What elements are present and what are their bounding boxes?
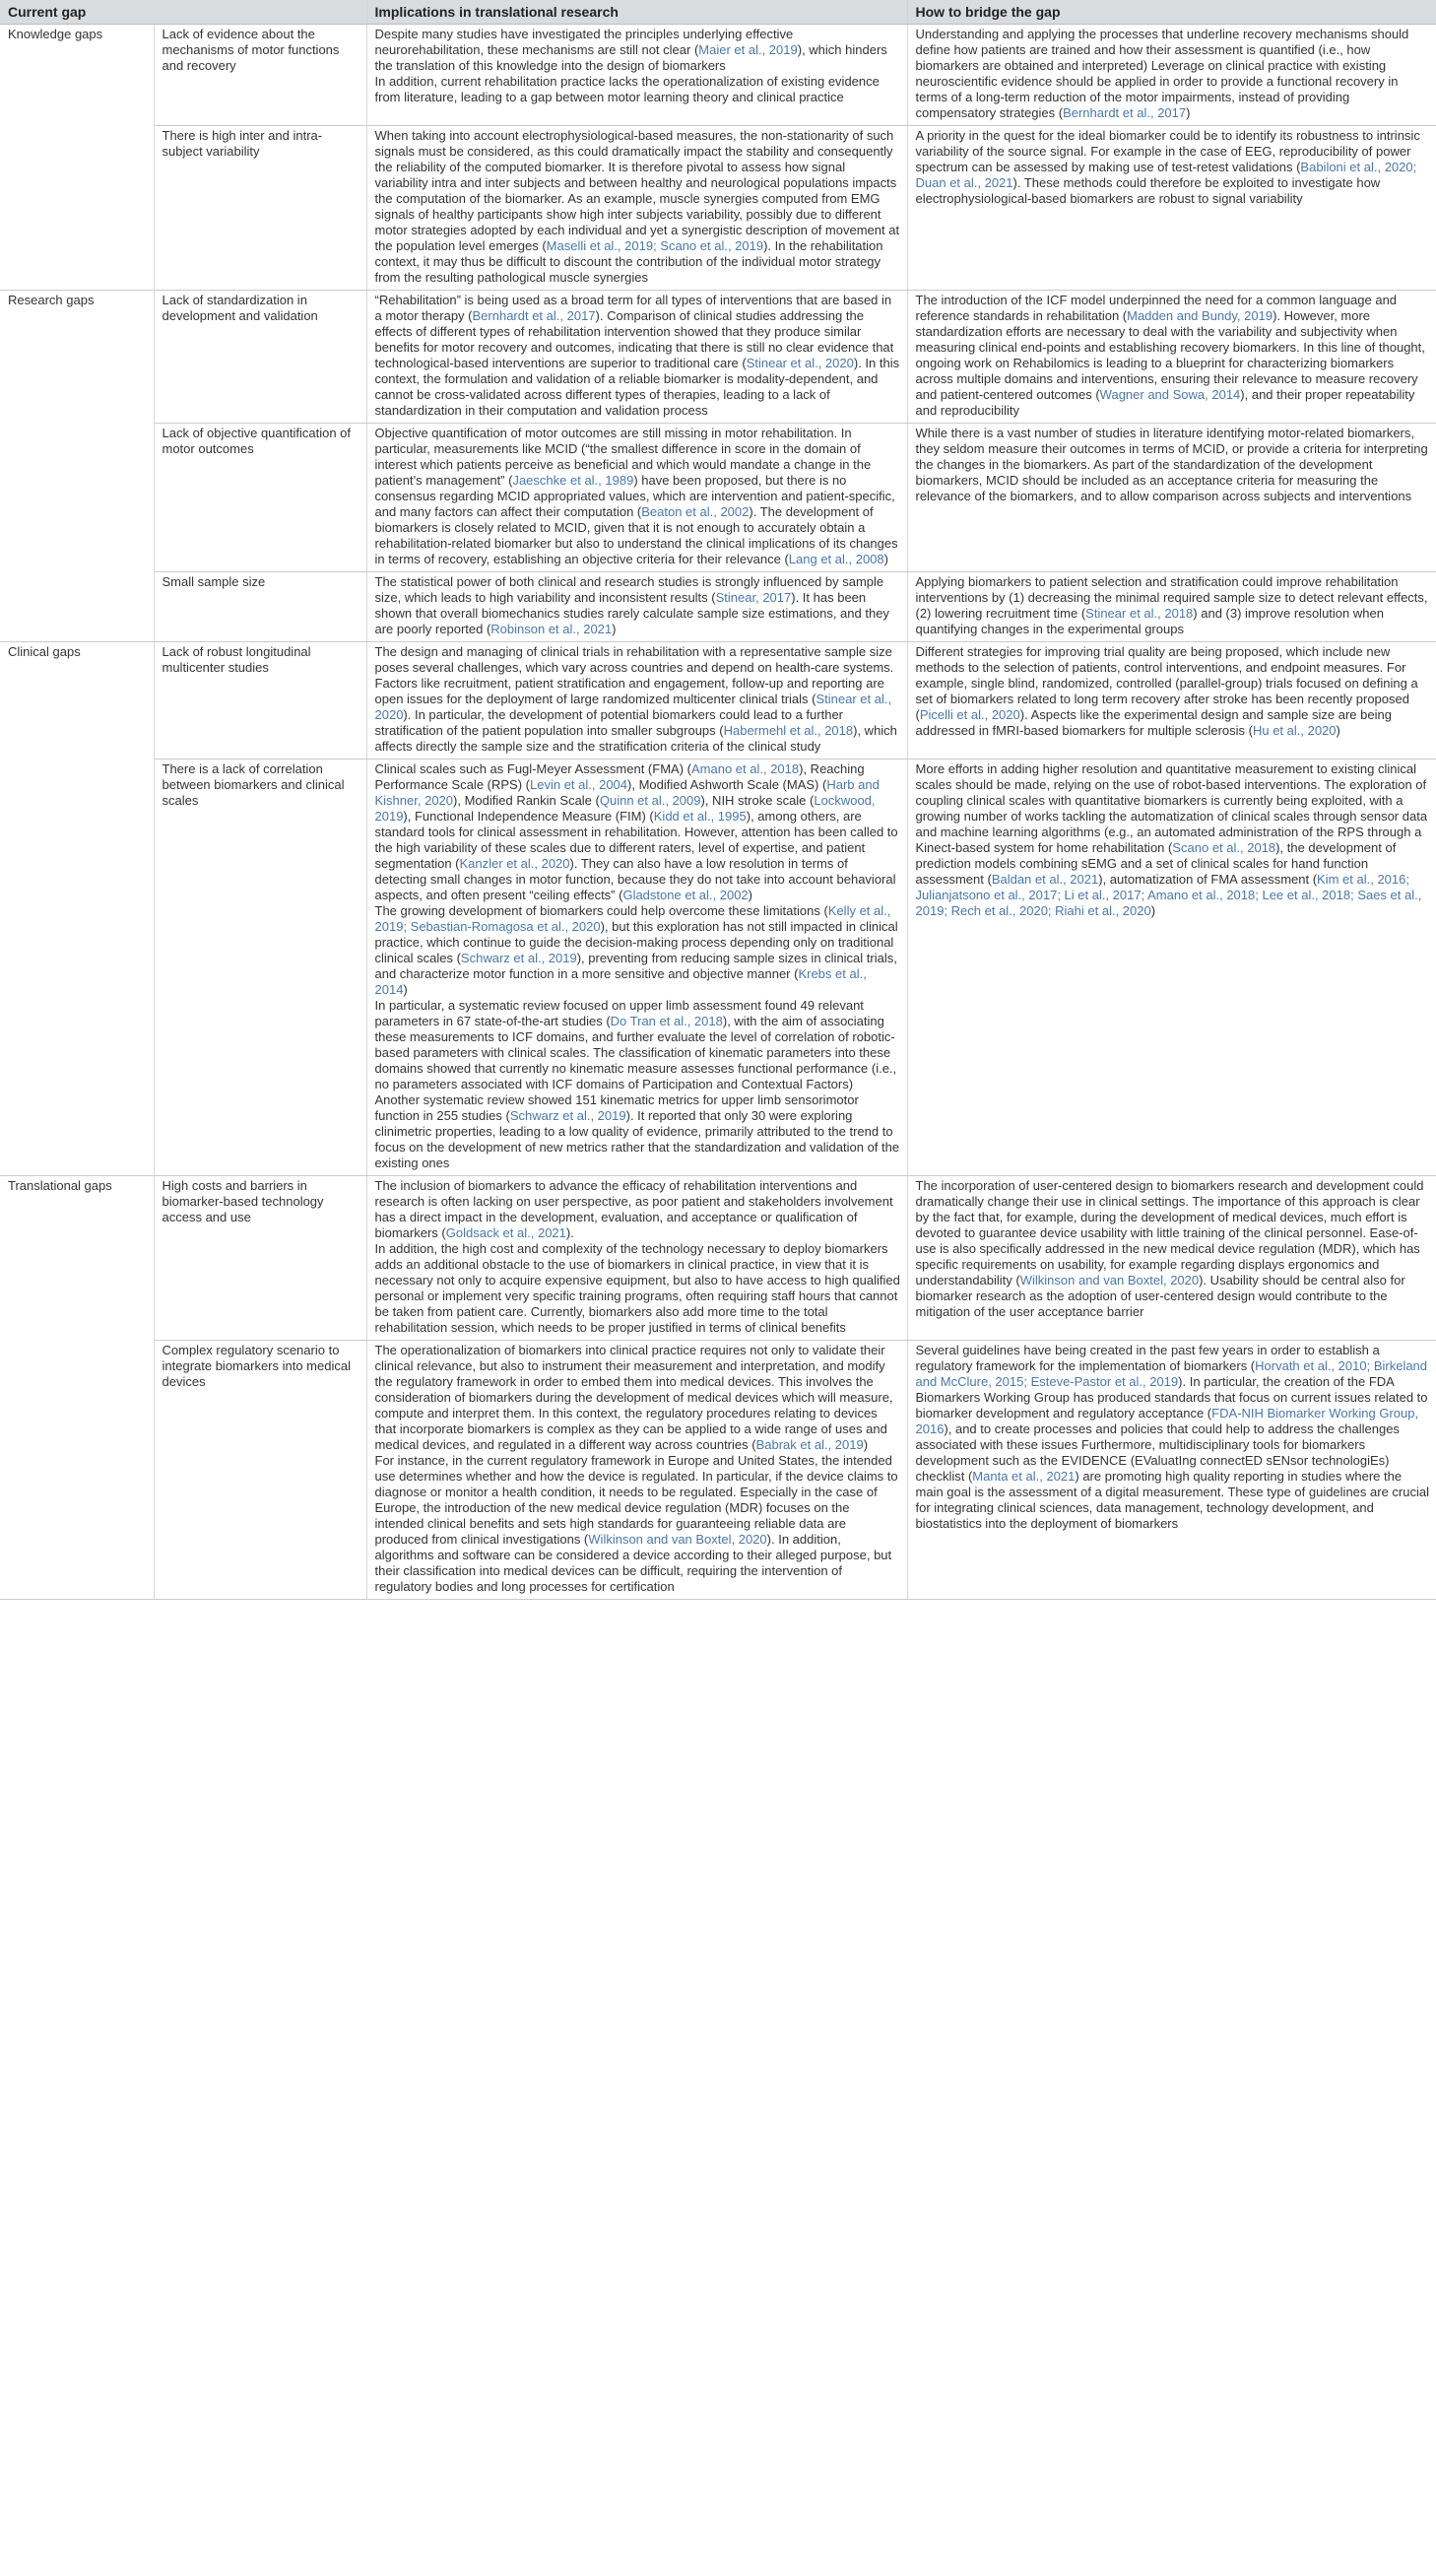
citation-link[interactable]: Manta et al., 2021 bbox=[972, 1469, 1076, 1484]
bridge-paragraph: A priority in the quest for the ideal biomarker could be to identify its robustness to intrinsic variability of the source signal. For example in the case of EEG, reproducibility of power spectrum can be assessed by making use of test-retest validations (Babiloni et al., 2020; Duan et al., 2021). These methods could therefore be exploited to investigate how electrophysiological-based biomarkers are robust to signal variability bbox=[915, 128, 1420, 206]
gap-category: Knowledge gaps bbox=[0, 25, 154, 126]
bridge-paragraph: The incorporation of user-centered design to biomarkers research and development could dramatically change their use in clinical settings. The importance of this approach is clear by the fact that, for example, during the development of medical devices, much effort is devoted to guarantee device usability with little training of the clinical personnel. Ease-of-use is also specifically addressed in the new medical device regulation (MDR), which has specific requirements on usability, for example regarding displays ergonomics and understandability (Wilkinson and van Boxtel, 2020). Usability should be central also for biomarker research as the adoption of user-centered design would contribute to the mitigation of the user acceptance barrier bbox=[915, 1178, 1424, 1319]
header-current-gap: Current gap bbox=[0, 0, 366, 25]
implications-paragraph: The inclusion of biomarkers to advance the efficacy of rehabilitation interventions and research is often lacking on user perspective, as poor patient and stakeholders involvement has a direct impact in the development, evaluation, and acceptance or qualification of biomarkers (Goldsack et al., 2021). bbox=[374, 1178, 893, 1240]
bridge-cell bbox=[907, 1176, 1436, 1341]
gap-label: Lack of robust longitudinal multicenter studies bbox=[154, 642, 366, 760]
implications-cell bbox=[366, 291, 907, 424]
citation-link[interactable]: Wagner and Sowa, 2014 bbox=[1099, 387, 1241, 402]
implications-paragraph: When taking into account electrophysiological-based measures, the non-stationarity of such signals must be considered, as this could dramatically impact the stability and consequently the reliability of the computed biomarker. It is therefore pivotal to assess how signal variability intra and inter subjects and between healthy and neurological populations impacts the computation of the biomarker. As an example, muscle synergies computed from EMG signals of healthy participants show high inter subjects variability, possibly due to different motor strategies adopted by each individual and yet a synergistic description of movement at the population level emerges (Maselli et al., 2019; Scano et al., 2019). In the rehabilitation context, it may thus be difficult to discount the contribution of the individual motor strategy from the resulting pathological muscle synergies bbox=[374, 128, 900, 285]
citation-link[interactable]: Levin et al., 2004 bbox=[530, 777, 628, 792]
implications-cell bbox=[366, 760, 907, 1176]
gap-category: Translational gaps bbox=[0, 1176, 154, 1341]
header-implications: Implications in translational research bbox=[366, 0, 907, 25]
implications-paragraph: In particular, a systematic review focused on upper limb assessment found 49 relevant parameters in 67 state-of-the-art studies (Do Tran et al., 2018), with the aim of associating these measurements to ICF domains, and further evaluate the level of correlation of robotic-based parameters with clinical scales. The classification of kinematic parameters into these domains showed that currently no kinematic measure assesses functional performance (i.e., no parameters associated with ICF domains of Participation and Contextual Factors) bbox=[374, 998, 897, 1091]
citation-link[interactable]: Madden and Bundy, 2019 bbox=[1127, 308, 1273, 323]
citation-link[interactable]: Hu et al., 2020 bbox=[1252, 723, 1337, 738]
citation-link[interactable]: Maselli et al., 2019; Scano et al., 2019 bbox=[546, 238, 764, 253]
gap-category bbox=[0, 1341, 154, 1600]
bridge-cell bbox=[907, 760, 1436, 1176]
citation-link[interactable]: Stinear, 2017 bbox=[715, 590, 792, 605]
citation-link[interactable]: Bernhardt et al., 2017 bbox=[1063, 105, 1187, 120]
gap-label: Small sample size bbox=[154, 572, 366, 642]
bridge-cell bbox=[907, 126, 1436, 291]
implications-paragraph: In addition, current rehabilitation practice lacks the operationalization of existing evidence from literature, leading to a gap between motor learning theory and clinical practice bbox=[374, 74, 880, 104]
citation-link[interactable]: Stinear et al., 2020 bbox=[746, 356, 854, 370]
table-row bbox=[0, 1341, 1436, 1600]
citation-link[interactable]: Gladstone et al., 2002 bbox=[622, 888, 749, 902]
citation-link[interactable]: Amano et al., 2018 bbox=[690, 761, 800, 776]
citation-link[interactable]: Babrak et al., 2019 bbox=[755, 1437, 864, 1452]
bridge-paragraph: Several guidelines have being created in the past few years in order to establish a regulatory framework for the implementation of biomarkers (Horvath et al., 2010; Birkeland and McClure, 2015; Esteve-Pastor et al., 2019). In particular, the creation of the FDA Biomarkers Working Group has produced standards that focus on current issues related to biomarker development and regulatory acceptance (FDA-NIH Biomarker Working Group, 2016), and to create processes and policies that could help to address the challenges associated with these issues Furthermore, multidisciplinary tools for biomarkers development such as the EVIDENCE (EValuatIng connectED sENsor technologiEs) checklist (Manta et al., 2021) are promoting high quality reporting in studies where the main goal is the assessment of a digital measurement. These type of guidelines are crucial for integrating clinical sciences, data management, technology development, and biostatistics into the deployment of biomarkers bbox=[915, 1343, 1429, 1531]
citation-link[interactable]: Wilkinson and van Boxtel, 2020 bbox=[1019, 1273, 1200, 1288]
implications-cell bbox=[366, 572, 907, 642]
citation-link[interactable]: Lockwood, 2019 bbox=[374, 793, 876, 824]
gap-category: Clinical gaps bbox=[0, 642, 154, 760]
citation-link[interactable]: Do Tran et al., 2018 bbox=[610, 1014, 723, 1028]
table-row bbox=[0, 424, 1436, 572]
citation-link[interactable]: Kidd et al., 1995 bbox=[653, 809, 747, 824]
table-body bbox=[0, 25, 1436, 1600]
citation-link[interactable]: Kim et al., 2016; Julianjatsono et al., 2017; Li et al., 2017; Amano et al., 2018; Lee et al., 2018; Saes et al., 2019; Rech et al., 2020; Riahi et al., 2020 bbox=[915, 872, 1422, 918]
gap-label: Complex regulatory scenario to integrate biomarkers into medical devices bbox=[154, 1341, 366, 1600]
citation-link[interactable]: Kanzler et al., 2020 bbox=[459, 856, 570, 871]
gap-label: Lack of standardization in development and validation bbox=[154, 291, 366, 424]
gap-category bbox=[0, 424, 154, 572]
gap-label: There is high inter and intra-subject variability bbox=[154, 126, 366, 291]
bridge-cell bbox=[907, 25, 1436, 126]
implications-cell bbox=[366, 126, 907, 291]
citation-link[interactable]: Stinear et al., 2020 bbox=[374, 692, 892, 722]
citation-link[interactable]: Schwarz et al., 2019 bbox=[460, 951, 577, 965]
gap-category bbox=[0, 126, 154, 291]
citation-link[interactable]: Bernhardt et al., 2017 bbox=[472, 308, 596, 323]
citation-link[interactable]: Jaeschke et al., 1989 bbox=[512, 473, 634, 488]
citation-link[interactable]: Schwarz et al., 2019 bbox=[509, 1108, 626, 1123]
table-row bbox=[0, 760, 1436, 1176]
citation-link[interactable]: Beaton et al., 2002 bbox=[641, 504, 750, 519]
citation-link[interactable]: Harb and Kishner, 2020 bbox=[374, 777, 880, 808]
table-row bbox=[0, 642, 1436, 760]
citation-link[interactable]: Quinn et al., 2009 bbox=[599, 793, 701, 808]
bridge-paragraph: The introduction of the ICF model underpinned the need for a common language and reference standards in rehabilitation (Madden and Bundy, 2019). However, more standardization efforts are necessary to deal with the variability and subjectivity when measuring clinical end-points and establishing recovery biomarkers. In this line of thought, ongoing work on Rehabilomics is leading to a blueprint for characterizing biomarkers across multiple domains and interventions, ensuring their relevance to measure recovery and patient-centered outcomes (Wagner and Sowa, 2014), and their proper repeatability and reproducibility bbox=[915, 293, 1425, 418]
gap-label: Lack of objective quantification of motor outcomes bbox=[154, 424, 366, 572]
implications-paragraph: The operationalization of biomarkers into clinical practice requires not only to validate their clinical relevance, but also to instrument their measurement and interpretation, and modify the regulatory framework in order to embed them into medical devices. This involves the consideration of biomarkers during the development of medical devices which will measure, compute and interpret them. In this context, the regulatory procedures relating to devices that incorporate biomarkers is complex as they can be applied to a wide range of uses and medical devices, and regulated in a different way across countries (Babrak et al., 2019) bbox=[374, 1343, 893, 1452]
implications-paragraph: Objective quantification of motor outcomes are still missing in motor rehabilitation. In particular, measurements like MCID (“the smallest difference in score in the domain of interest which patients perceive as beneficial and which would mandate a change in the patient’s management” (Jaeschke et al., 1989) have been proposed, but there is no consensus regarding MCID appropriated values, which are intervention and patient-specific, and many factors can affect their computation (Beaton et al., 2002). The development of biomarkers is closely related to MCID, given that it is not enough to accurately obtain a rehabilitation-related biomarker but also to understand the clinical implications of its changes in terms of recovery, establishing an objective criteria for their relevance (Lang et al., 2008) bbox=[374, 426, 898, 566]
citation-link[interactable]: Goldsack et al., 2021 bbox=[445, 1225, 566, 1240]
citation-link[interactable]: Lang et al., 2008 bbox=[788, 552, 884, 566]
citation-link[interactable]: Horvath et al., 2010; Birkeland and McClure, 2015; Esteve-Pastor et al., 2019 bbox=[915, 1358, 1428, 1389]
bridge-cell bbox=[907, 572, 1436, 642]
table-row bbox=[0, 1176, 1436, 1341]
bridge-cell bbox=[907, 424, 1436, 572]
bridge-paragraph: More efforts in adding higher resolution and quantitative measurement to existing clinical scales should be made, relying on the use of robot-based interventions. The exploration of coupling clinical scales with quantitative biomarkers is currently being exploited, with a growing number of works tackling the automatization of clinical scales through sensor data and machine learning algorithms (e.g., an automated administration of the RPS through a Kinect-based system for home rehabilitation (Scano et al., 2018), the development of prediction models combining sEMG and a set of clinical scales for hand function assessment (Baldan et al., 2021), automatization of FMA assessment (Kim et al., 2016; Julianjatsono et al., 2017; Li et al., 2017; Amano et al., 2018; Lee et al., 2018; Saes et al., 2019; Rech et al., 2020; Riahi et al., 2020) bbox=[915, 761, 1428, 918]
citation-link[interactable]: Baldan et al., 2021 bbox=[991, 872, 1099, 887]
implications-paragraph: The design and managing of clinical trials in rehabilitation with a representative sample size poses several challenges, which vary across countries and depend on health-care systems. Factors like recruitment, patient stratification and engagement, follow-up and reporting are open issues for the deployment of large randomized multicenter clinical trials (Stinear et al., 2020). In particular, the development of potential biomarkers could lead to a further stratification of the patient population into smaller subgroups (Habermehl et al., 2018), which affects directly the sample size and the stratification criteria of the clinical study bbox=[374, 644, 897, 754]
citation-link[interactable]: FDA-NIH Biomarker Working Group, 2016 bbox=[915, 1406, 1419, 1436]
citation-link[interactable]: Babiloni et al., 2020; Duan et al., 2021 bbox=[915, 160, 1417, 190]
citation-link[interactable]: Habermehl et al., 2018 bbox=[723, 723, 854, 738]
implications-cell bbox=[366, 1341, 907, 1600]
bridge-paragraph: Different strategies for improving trial quality are being proposed, which include new methods to the selection of patients, control interventions, and endpoint measures. For example, single blind, randomized, controlled (parallel-group) trials focused on defining a set of biomarkers related to long term recovery after stroke has been recently proposed (Picelli et al., 2020). Aspects like the experimental design and sample size are being addressed in fMRI-based biomarkers for multiple sclerosis (Hu et al., 2020) bbox=[915, 644, 1418, 738]
implications-cell bbox=[366, 642, 907, 760]
gap-category bbox=[0, 572, 154, 642]
implications-paragraph: Another systematic review showed 151 kinematic metrics for upper limb sensorimotor function in 255 studies (Schwarz et al., 2019). It reported that only 30 were exploring clinimetric properties, leading to a low quality of evidence, primarily attributed to the trend to focus on the development of new metrics rather that the standardization and validation of the existing ones bbox=[374, 1092, 900, 1170]
bridge-paragraph: Applying biomarkers to patient selection and stratification could improve rehabilitation interventions by (1) decreasing the minimal required sample size to detect relevant effects, (2) lowering recruitment time (Stinear et al., 2018) and (3) improve resolution when quantifying changes in the experimental groups bbox=[915, 574, 1428, 636]
implications-cell bbox=[366, 424, 907, 572]
gap-label: High costs and barriers in biomarker-based technology access and use bbox=[154, 1176, 366, 1341]
bridge-cell bbox=[907, 291, 1436, 424]
citation-link[interactable]: Scano et al., 2018 bbox=[1172, 840, 1276, 855]
bridge-cell bbox=[907, 1341, 1436, 1600]
implications-paragraph: The growing development of biomarkers could help overcome these limitations (Kelly et al., 2019; Sebastian-Romagosa et al., 2020), but this exploration has not still impacted in clinical practice, which continue to guide the decision-making process depending only on traditional clinical scales (Schwarz et al., 2019), preventing from reducing sample sizes in clinical trials, and characterize motor function in a more sensitive and objective manner (Krebs et al., 2014) bbox=[374, 903, 898, 997]
citation-link[interactable]: Picelli et al., 2020 bbox=[919, 707, 1020, 722]
implications-paragraph: In addition, the high cost and complexity of the technology necessary to deploy biomarkers adds an additional obstacle to the use of biomarkers in clinical practice, in view that it is necessary not only to acquire expensive equipment, but also to have access to high qualified personal or implement very specific training programs, often requiring staff hours that cannot be taken from patient care. Currently, biomarkers also add more time to the total rehabilitation session, which needs to be proper justified in terms of clinical benefits bbox=[374, 1241, 900, 1335]
table-row bbox=[0, 126, 1436, 291]
table-row bbox=[0, 25, 1436, 126]
implications-cell bbox=[366, 25, 907, 126]
bridge-paragraph: While there is a vast number of studies in literature identifying motor-related biomarkers, they seldom measure their outcomes in terms of MCID, or provide a criteria for interpreting the changes in the biomarkers. As part of the standardization of the development biomarkers, MCID should be included as an acceptance criteria for measuring the relevance of the biomarkers, and to allow comparison across subjects and interventions bbox=[915, 426, 1428, 503]
implications-paragraph: The statistical power of both clinical and research studies is strongly influenced by sample size, which leads to high variability and inconsistent results (Stinear, 2017). It has been shown that overall biomechanics studies rarely calculate sample size estimations, and they are poorly reported (Robinson et al., 2021) bbox=[374, 574, 889, 636]
implications-paragraph: Despite many studies have investigated the principles underlying effective neurorehabilitation, these mechanisms are still not clear (Maier et al., 2019), which hinders the translation of this knowledge into the design of biomarkers bbox=[374, 27, 887, 73]
header-row bbox=[0, 0, 1436, 25]
citation-link[interactable]: Krebs et al., 2014 bbox=[374, 966, 867, 997]
implications-paragraph: For instance, in the current regulatory framework in Europe and United States, the intended use determines whether and how the device is regulated. In particular, if the device claims to diagnose or monitor a health condition, it needs to be regulated. Especially in the case of Europe, the introduction of the new medical device regulation (MDR) focuses on the intended clinical benefits and sets high standards for guaranteeing reliable data are produced from clinical investigations (Wilkinson and van Boxtel, 2020). In addition, algorithms and software can be considered a device according to their alleged purpose, but their classification into medical devices can be difficult, requiring the intervention of regulatory bodies and long processes for certification bbox=[374, 1453, 898, 1594]
citation-link[interactable]: Wilkinson and van Boxtel, 2020 bbox=[588, 1532, 767, 1547]
bridge-cell bbox=[907, 642, 1436, 760]
implications-paragraph: Clinical scales such as Fugl-Meyer Assessment (FMA) (Amano et al., 2018), Reaching Performance Scale (RPS) (Levin et al., 2004), Modified Ashworth Scale (MAS) (Harb and Kishner, 2020), Modified Rankin Scale (Quinn et al., 2009), NIH stroke scale (Lockwood, 2019), Functional Independence Measure (FIM) (Kidd et al., 1995), among others, are standard tools for clinical assessment in rehabilitation. However, attention has been called to the high variability of these scales due to different raters, level of expertise, and patient segmentation (Kanzler et al., 2020). They can also have a low resolution in terms of detecting small changes in motor function, because they do not take into account behavioral aspects, and often present “ceiling effects” (Gladstone et al., 2002) bbox=[374, 761, 898, 902]
citation-link[interactable]: Stinear et al., 2018 bbox=[1085, 606, 1194, 621]
gap-category bbox=[0, 760, 154, 1176]
table-row bbox=[0, 291, 1436, 424]
table-row bbox=[0, 572, 1436, 642]
citation-link[interactable]: Kelly et al., 2019; Sebastian-Romagosa et al., 2020 bbox=[374, 903, 891, 934]
gap-label: There is a lack of correlation between biomarkers and clinical scales bbox=[154, 760, 366, 1176]
citation-link[interactable]: Robinson et al., 2021 bbox=[490, 622, 613, 636]
implications-paragraph: “Rehabilitation” is being used as a broad term for all types of interventions that are based in a motor therapy (Bernhardt et al., 2017). Comparison of clinical studies addressing the effects of different types of rehabilitation intervention showed that they produce similar benefits for motor recovery and outcomes, indicating that there is still no clear evidence that technological-based interventions are superior to traditional care (Stinear et al., 2020). In this context, the formulation and validation of a reliable biomarker is modality-dependent, and cannot be cross-validated across different types of therapies, leading to a lack of standardization in their computation and validation process bbox=[374, 293, 900, 418]
gap-label: Lack of evidence about the mechanisms of motor functions and recovery bbox=[154, 25, 366, 126]
bridge-paragraph: Understanding and applying the processes that underline recovery mechanisms should define how patients are trained and how their assessment is quantified (i.e., how biomarkers are obtained and interpreted) Leverage on clinical practice with existing neuroscientific evidence should be applied in order to provide a functional recovery in terms of a long-term reduction of the motor impairments, instead of providing compensatory strategies (Bernhardt et al., 2017) bbox=[915, 27, 1409, 120]
citation-link[interactable]: Maier et al., 2019 bbox=[698, 42, 798, 57]
implications-cell bbox=[366, 1176, 907, 1341]
header-bridge: How to bridge the gap bbox=[907, 0, 1436, 25]
gap-category: Research gaps bbox=[0, 291, 154, 424]
